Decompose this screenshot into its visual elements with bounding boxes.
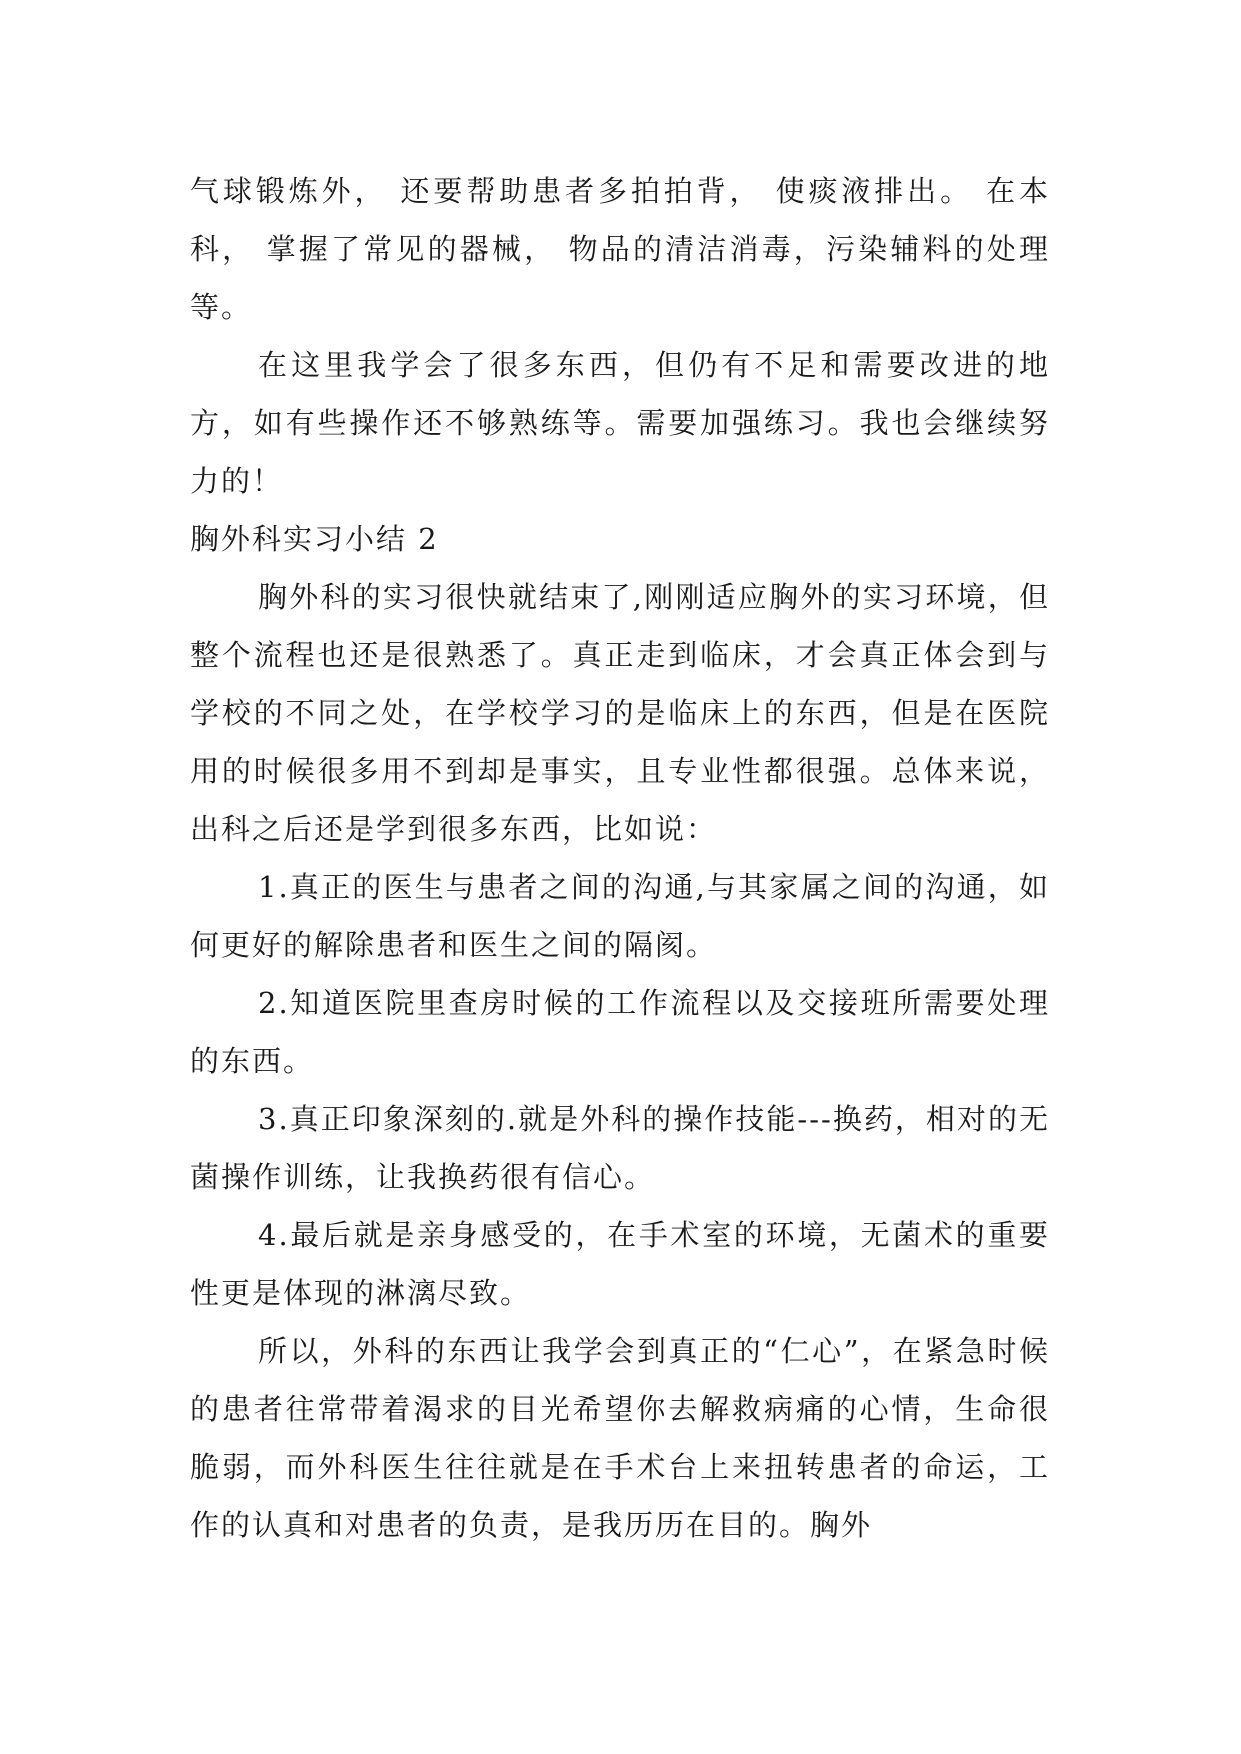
document-body (190, 162, 1050, 1554)
paragraph-reflection: 在这里我学会了很多东西，但仍有不足和需要改进的地方，如有些操作还不够熟练等。需要加强练习。我也会继续努力的！ (190, 348, 1050, 498)
list-item-4: 4.最后就是亲身感受的，在手术室的环境，无菌术的重要性更是体现的淋漓尽致。 (190, 1218, 1050, 1310)
paragraph-continuation: 气球锻炼外， 还要帮助患者多拍拍背， 使痰液排出。 在本科， 掌握了常见的器械， 物品的清洁消毒，污染辅料的处理等。 (190, 174, 1050, 324)
list-item-1: 1.真正的医生与患者之间的沟通,与其家属之间的沟通，如何更好的解除患者和医生之间的隔阂。 (190, 870, 1050, 962)
list-item-3: 3.真正印象深刻的.就是外科的操作技能---换药，相对的无菌操作训练，让我换药很有信心。 (190, 1102, 1050, 1194)
list-item-2: 2.知道医院里查房时候的工作流程以及交接班所需要处理的东西。 (190, 986, 1050, 1078)
section-heading: 胸外科实习小结 2 (190, 522, 439, 556)
paragraph-conclusion: 所以，外科的东西让我学会到真正的“仁心”，在紧急时候的患者往常带着渴求的目光希望你去解救病痛的心情，生命很脆弱，而外科医生往往就是在手术台上来扭转患者的命运，工作的认真和对患者的负责，是我历历在目的。胸外 (190, 1334, 1050, 1542)
paragraph-intro: 胸外科的实习很快就结束了,刚刚适应胸外的实习环境，但整个流程也还是很熟悉了。真正走到临床，才会真正体会到与学校的不同之处，在学校学习的是临床上的东西，但是在医院用的时候很多用不到却是事实，且专业性都很强。总体来说，出科之后还是学到很多东西，比如说： (190, 580, 1050, 846)
